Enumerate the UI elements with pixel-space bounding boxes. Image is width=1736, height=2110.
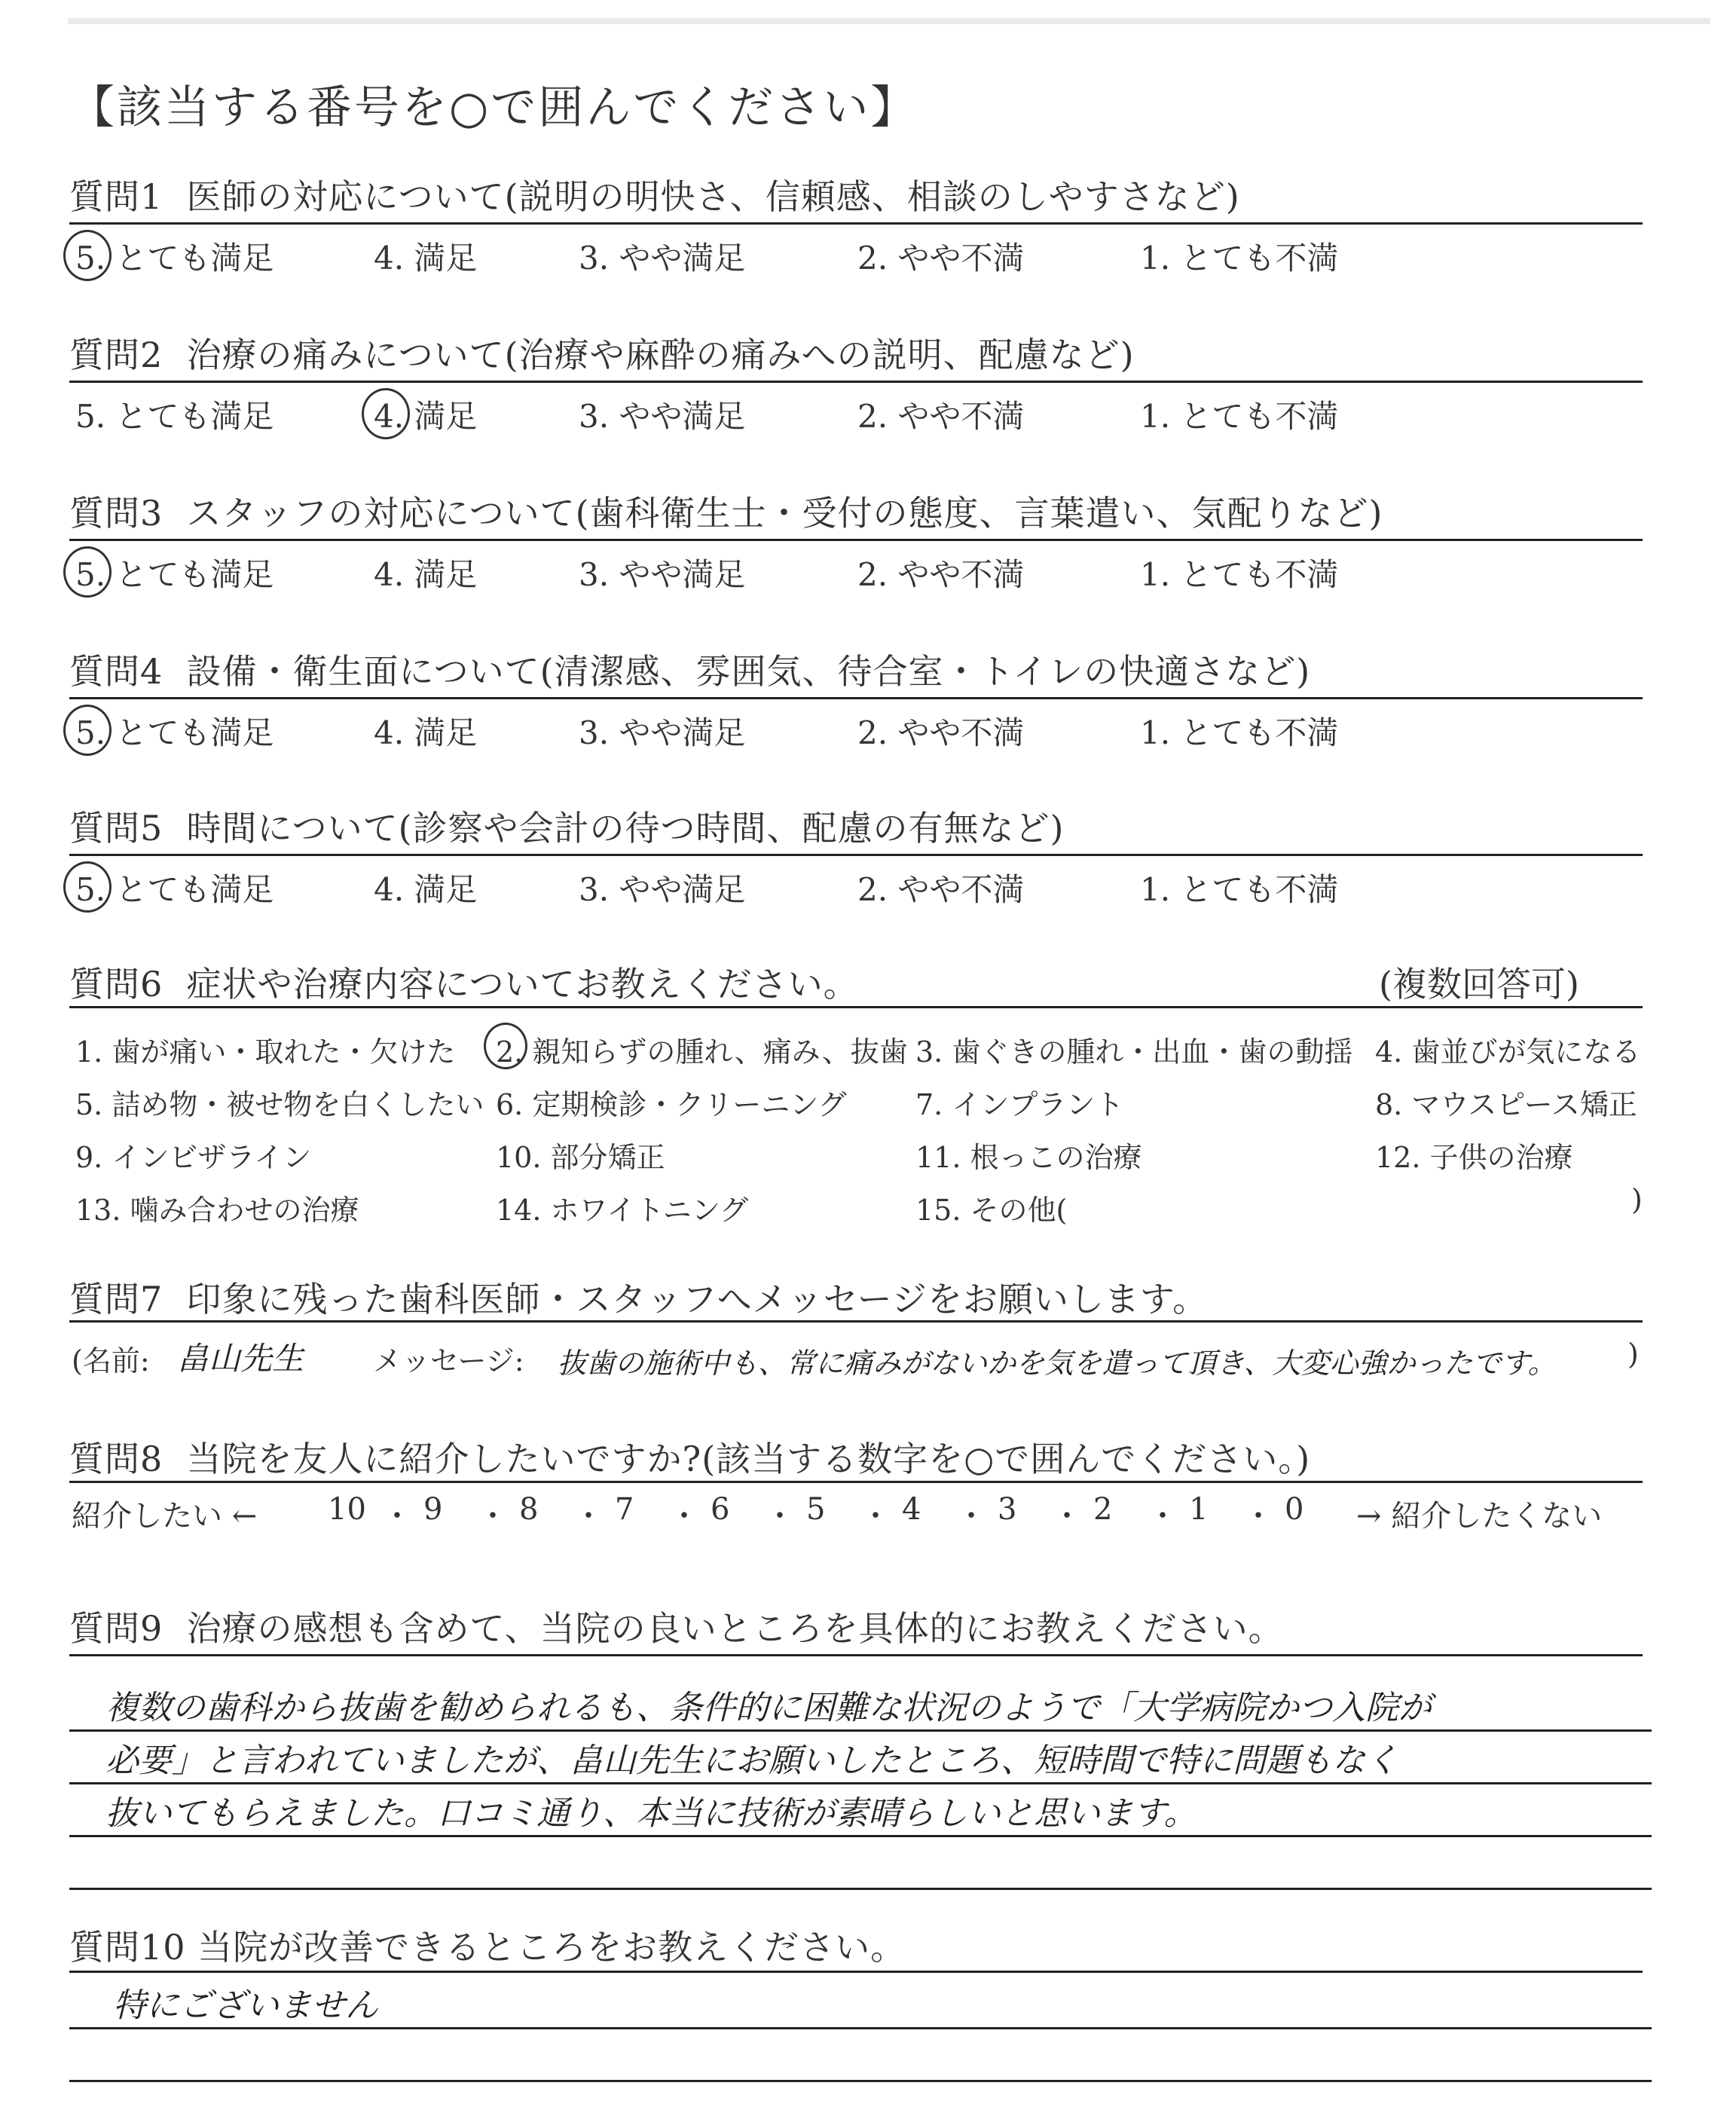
rating-option-3[interactable]: 3. やや満足 — [579, 714, 746, 751]
rating-option-4[interactable]: 4. 満足 — [374, 398, 478, 435]
q9-answer-line: 抜いてもらえました。口コミ通り、本当に技術が素晴らしいと思います。 — [105, 1794, 1197, 1833]
q6-option[interactable]: 10. 部分矯正 — [496, 1141, 665, 1174]
writing-line — [69, 1888, 1652, 1890]
rating-option-3[interactable]: 3. やや満足 — [579, 871, 746, 908]
q9-label: 質問9 — [69, 1608, 164, 1649]
writing-line — [69, 2027, 1652, 2029]
rating-option-4[interactable]: 4. 満足 — [374, 240, 478, 277]
rating-option-1[interactable]: 1. とても不満 — [1140, 871, 1339, 908]
q7-close: ) — [1628, 1338, 1639, 1371]
q8-scale-value[interactable]: 9 — [423, 1492, 443, 1527]
q8-rule — [69, 1481, 1643, 1483]
q6-option[interactable]: 4. 歯並びが気になる — [1375, 1035, 1641, 1069]
question-heading — [69, 170, 1240, 219]
q6-option[interactable]: 14. ホワイトニング — [496, 1194, 749, 1227]
q6-text: 症状や治療内容についてお教えください。 — [186, 964, 859, 1005]
question-rule — [69, 854, 1643, 856]
selection-circle — [63, 861, 112, 913]
question-label: 質問1 — [69, 176, 164, 217]
q9-text: 治療の感想も含めて、当院の良いところを具体的にお教えください。 — [186, 1608, 1284, 1649]
writing-line — [69, 1729, 1652, 1732]
q6-option[interactable]: ) — [1631, 1183, 1643, 1216]
q9-rule — [69, 1654, 1643, 1656]
selection-circle — [63, 705, 112, 756]
q8-label: 質問8 — [69, 1439, 164, 1479]
question-rule — [69, 539, 1643, 541]
rating-option-1[interactable]: 1. とても不満 — [1140, 398, 1339, 435]
q7-message-value[interactable]: 抜歯の施術中も、常に痛みがないかを気を遣って頂き、大変心強かったです。 — [558, 1347, 1557, 1380]
question-rule — [69, 381, 1643, 383]
question-text: スタッフの対応について(歯科衛生士・受付の態度、言葉遣い、気配りなど) — [186, 493, 1383, 534]
selection-circle — [63, 546, 112, 598]
rating-option-4[interactable]: 4. 満足 — [374, 871, 478, 908]
question-rule — [69, 697, 1643, 699]
q6-option[interactable]: 5. 詰め物・被せ物を白くしたい — [75, 1088, 484, 1121]
q8-right-label: → 紹介したくない — [1356, 1499, 1603, 1534]
q7-message-label: メッセージ: — [373, 1344, 524, 1378]
q8-separator: ・ — [1243, 1499, 1273, 1534]
page-top-edge — [68, 18, 1710, 24]
selection-circle — [484, 1023, 527, 1069]
q8-scale-value[interactable]: 3 — [998, 1492, 1017, 1527]
q6-note: (複数回答可) — [1379, 964, 1579, 1005]
q8-separator: ・ — [573, 1499, 604, 1534]
writing-line — [69, 1782, 1652, 1784]
rating-option-3[interactable]: 3. やや満足 — [579, 398, 746, 435]
q6-option[interactable]: 13. 噛み合わせの治療 — [75, 1194, 359, 1227]
q8-scale-value[interactable]: 10 — [328, 1492, 366, 1527]
rating-option-4[interactable]: 4. 満足 — [374, 556, 478, 593]
rating-option-5[interactable]: 5. とても満足 — [75, 398, 274, 435]
q6-option[interactable]: 3. 歯ぐきの腫れ・出血・歯の動揺 — [915, 1035, 1353, 1069]
q6-option[interactable]: 7. インプラント — [915, 1088, 1124, 1121]
q10-label: 質問10 — [69, 1927, 186, 1968]
q8-scale-value[interactable]: 6 — [711, 1492, 730, 1527]
q9-heading — [69, 1601, 1284, 1651]
question-heading — [69, 801, 1065, 851]
rating-option-2[interactable]: 2. やや不満 — [857, 240, 1025, 277]
q7-name-value[interactable]: 畠山先生 — [177, 1340, 304, 1377]
rating-option-2[interactable]: 2. やや不満 — [857, 871, 1025, 908]
rating-option-5[interactable]: 5. とても満足 — [75, 240, 274, 277]
q7-heading — [69, 1272, 1208, 1322]
q8-scale-value[interactable]: 8 — [519, 1492, 539, 1527]
q8-scale-value[interactable]: 0 — [1285, 1492, 1304, 1527]
q6-option[interactable]: 9. インビザライン — [75, 1141, 312, 1174]
question-label: 質問3 — [69, 493, 164, 534]
q9-answer-line: 必要」と言われていましたが、畠山先生にお願いしたところ、短時間で特に問題もなく — [105, 1742, 1398, 1780]
question-label: 質問5 — [69, 808, 164, 849]
q6-option[interactable]: 1. 歯が痛い・取れた・欠けた — [75, 1035, 456, 1069]
q8-separator: ・ — [956, 1499, 986, 1534]
question-label: 質問4 — [69, 651, 164, 692]
rating-option-1[interactable]: 1. とても不満 — [1140, 714, 1339, 751]
q6-option[interactable]: 8. マウスピース矯正 — [1375, 1088, 1637, 1121]
q6-option[interactable]: 12. 子供の治療 — [1375, 1141, 1573, 1174]
question-label: 質問2 — [69, 335, 164, 375]
q10-heading — [69, 1920, 906, 1970]
q7-name-label: (名前: — [72, 1344, 150, 1378]
writing-line — [69, 1835, 1652, 1837]
rating-option-2[interactable]: 2. やや不満 — [857, 556, 1025, 593]
q7-text: 印象に残った歯科医師・スタッフへメッセージをお願いします。 — [186, 1279, 1209, 1320]
rating-option-3[interactable]: 3. やや満足 — [579, 240, 746, 277]
rating-option-5[interactable]: 5. とても満足 — [75, 871, 274, 908]
q6-option[interactable]: 6. 定期検診・クリーニング — [496, 1088, 847, 1121]
q7-label: 質問7 — [69, 1279, 164, 1320]
q8-scale-value[interactable]: 2 — [1093, 1492, 1113, 1527]
q10-text: 当院が改善できるところをお教えください。 — [197, 1927, 906, 1968]
selection-circle — [362, 388, 410, 439]
q6-label: 質問6 — [69, 964, 164, 1005]
q10-answer-line: 特にございません — [113, 1986, 378, 2025]
q8-separator: ・ — [669, 1499, 699, 1534]
q8-left-label: 紹介したい ← — [72, 1499, 258, 1534]
q8-separator: ・ — [860, 1499, 891, 1534]
q6-option[interactable]: 2. 親知らずの腫れ、痛み、抜歯 — [496, 1035, 908, 1069]
question-text: 治療の痛みについて(治療や麻酔の痛みへの説明、配慮など) — [186, 335, 1135, 375]
q8-heading — [69, 1432, 1310, 1482]
q8-scale-value[interactable]: 4 — [902, 1492, 921, 1527]
q8-separator: ・ — [478, 1499, 508, 1534]
rating-option-3[interactable]: 3. やや満足 — [579, 556, 746, 593]
question-rule — [69, 222, 1643, 225]
instruction-title: 【該当する番号を○で囲んでください】 — [69, 81, 918, 134]
selection-circle — [63, 230, 112, 281]
question-heading — [69, 644, 1310, 694]
q9-answer-line: 複数の歯科から抜歯を勧められるも、条件的に困難な状況のようで「大学病院かつ入院が — [105, 1689, 1432, 1727]
question-text: 設備・衛生面について(清潔感、雰囲気、待合室・トイレの快適さなど) — [186, 651, 1311, 692]
q8-scale-value[interactable]: 7 — [615, 1492, 634, 1527]
question-text: 医師の対応について(説明の明快さ、信頼感、相談のしやすさなど) — [186, 176, 1240, 217]
q6-rule — [69, 1006, 1643, 1008]
question-heading — [69, 486, 1383, 536]
rating-option-5[interactable]: 5. とても満足 — [75, 714, 274, 751]
question-text: 時間について(診察や会計の待つ時間、配慮の有無など) — [186, 808, 1065, 849]
q8-separator: ・ — [1148, 1499, 1178, 1534]
rating-option-4[interactable]: 4. 満足 — [374, 714, 478, 751]
q7-rule — [69, 1320, 1643, 1323]
rating-option-5[interactable]: 5. とても満足 — [75, 556, 274, 593]
q8-scale-value[interactable]: 5 — [806, 1492, 826, 1527]
question-heading — [69, 328, 1135, 378]
q8-text: 当院を友人に紹介したいですか?(該当する数字を○で囲んでください。) — [186, 1439, 1311, 1479]
q8-separator: ・ — [765, 1499, 795, 1534]
q6-option[interactable]: 15. その他( — [915, 1194, 1068, 1227]
q8-separator: ・ — [1052, 1499, 1082, 1534]
q10-rule — [69, 1971, 1643, 1973]
q8-scale-value[interactable]: 1 — [1189, 1492, 1209, 1527]
rating-option-2[interactable]: 2. やや不満 — [857, 714, 1025, 751]
rating-option-1[interactable]: 1. とても不満 — [1140, 240, 1339, 277]
q8-separator: ・ — [382, 1499, 412, 1534]
writing-line — [69, 2080, 1652, 2082]
rating-option-1[interactable]: 1. とても不満 — [1140, 556, 1339, 593]
q6-option[interactable]: 11. 根っこの治療 — [915, 1141, 1142, 1174]
rating-option-2[interactable]: 2. やや不満 — [857, 398, 1025, 435]
q6-heading — [69, 957, 859, 1007]
